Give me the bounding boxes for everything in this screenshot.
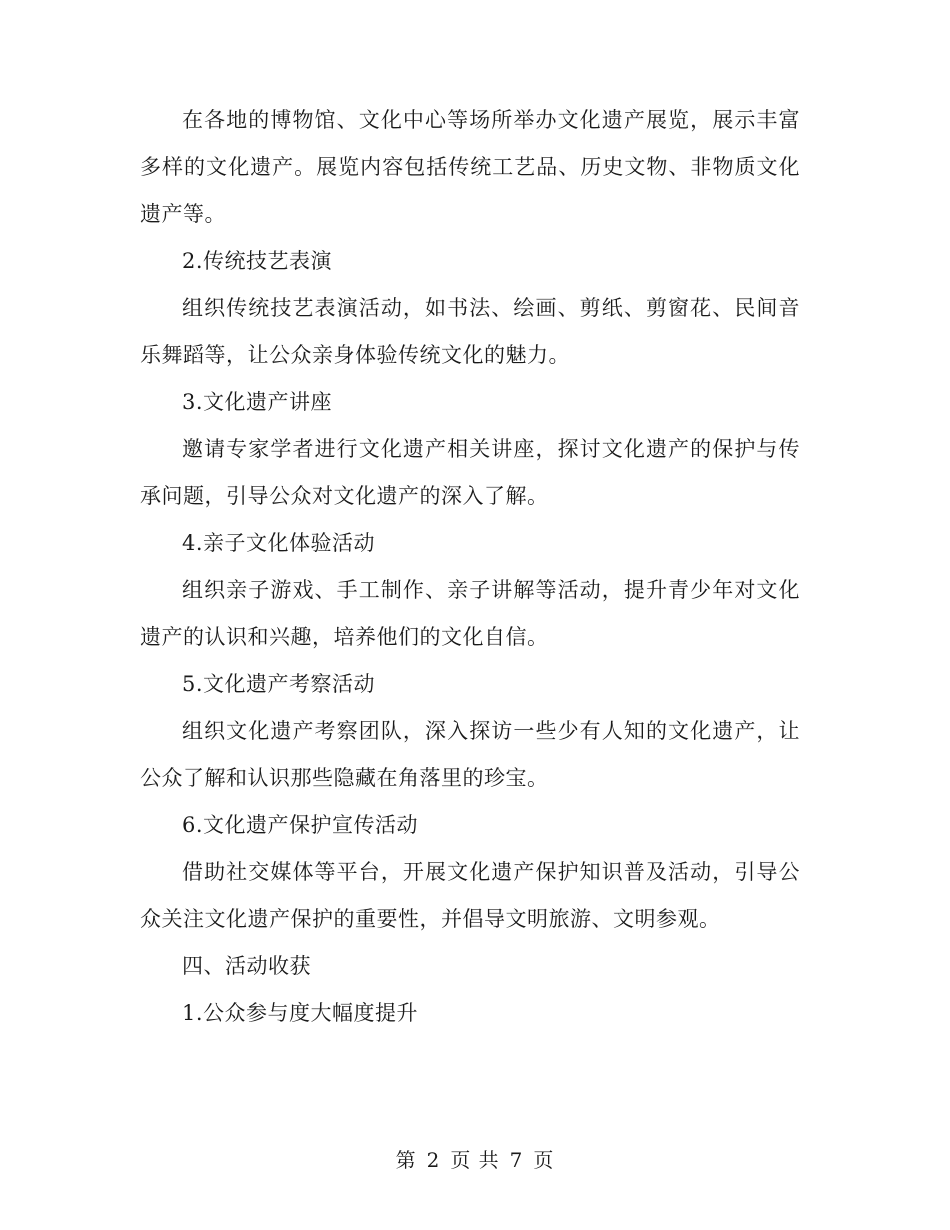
item-2-body: 组织传统技艺表演活动，如书法、绘画、剪纸、剪窗花、民间音乐舞蹈等，让公众亲身体验传统文化的魅力。 — [140, 296, 800, 367]
document-page — [140, 97, 800, 1037]
item-3-body: 邀请专家学者进行文化遗产相关讲座，探讨文化遗产的保护与传承问题，引导公众对文化遗产的深入了解。 — [140, 437, 800, 508]
item-3-title: 3.文化遗产讲座 — [182, 390, 333, 414]
footer-total-pages: 7 — [509, 1148, 524, 1172]
item-5-body: 组织文化遗产考察团队，深入探访一些少有人知的文化遗产，让公众了解和认识那些隐藏在角落里的珍宝。 — [140, 719, 800, 790]
item-2-title: 2.传统技艺表演 — [182, 249, 333, 273]
item-5-title: 5.文化遗产考察活动 — [182, 672, 376, 696]
footer-prefix: 第 — [395, 1148, 417, 1172]
intro-paragraph: 在各地的博物馆、文化中心等场所举办文化遗产展览，展示丰富多样的文化遗产。展览内容包括传统工艺品、历史文物、非物质文化遗产等。 — [140, 108, 800, 226]
item-6-body: 借助社交媒体等平台，开展文化遗产保护知识普及活动，引导公众关注文化遗产保护的重要性，并倡导文明旅游、文明参观。 — [140, 860, 800, 931]
section-4-title: 四、活动收获 — [182, 954, 311, 978]
item-6-title: 6.文化遗产保护宣传活动 — [182, 813, 419, 837]
item-4-body: 组织亲子游戏、手工制作、亲子讲解等活动，提升青少年对文化遗产的认识和兴趣，培养他们的文化自信。 — [140, 578, 800, 649]
footer-middle: 页 共 — [450, 1148, 500, 1172]
footer-suffix: 页 — [533, 1148, 555, 1172]
subsection-1-title: 1.公众参与度大幅度提升 — [182, 1001, 419, 1025]
item-4-title: 4.亲子文化体验活动 — [182, 531, 376, 555]
page-footer — [0, 1146, 950, 1174]
footer-current-page: 2 — [426, 1148, 441, 1172]
